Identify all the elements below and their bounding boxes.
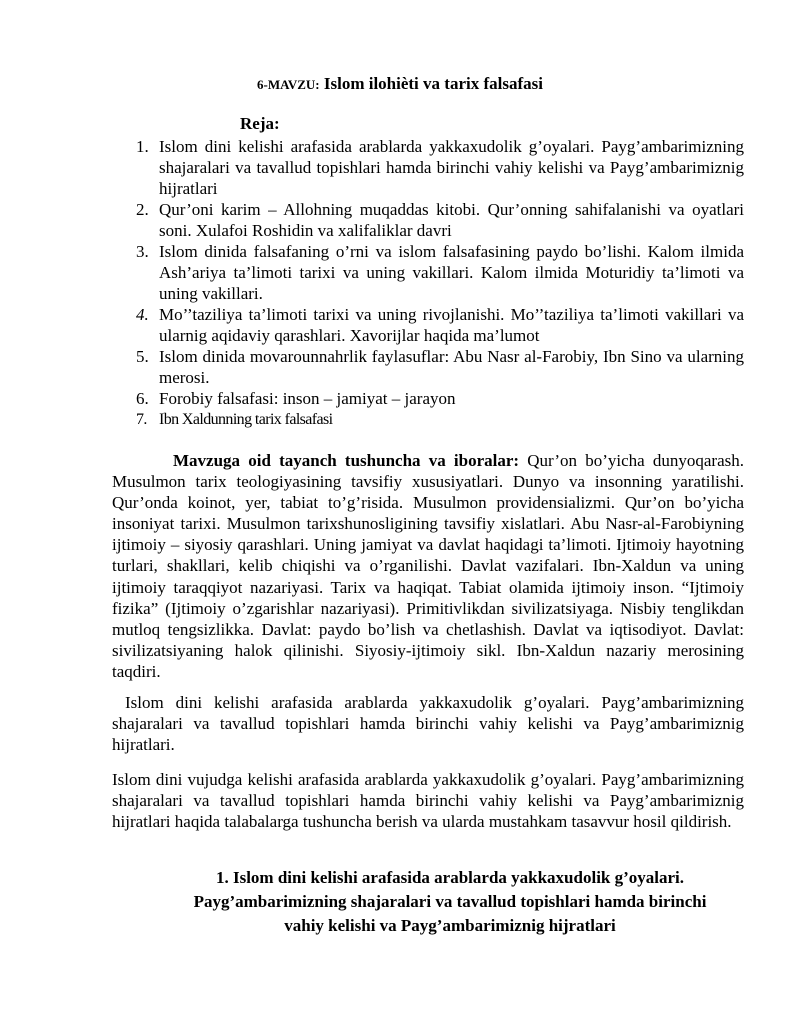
- plan-item-number: 6.: [136, 389, 149, 408]
- plan-item: [136, 346, 744, 388]
- plan-item-number: 2.: [136, 200, 149, 219]
- plan-label: Reja:: [240, 114, 280, 133]
- plan-item-number: 4.: [136, 305, 149, 324]
- plan-item-number: 7.: [136, 411, 147, 428]
- section-heading-line: vahiy kelishi va Payg’ambarimiznig hijratlari: [284, 916, 616, 935]
- plan-item-text: Islom dinida movarounnahrlik faylasuflar: Abu Nasr al-Farobiy, Ibn Sino va ularning merosi.: [159, 347, 744, 387]
- intro-paragraph: Islom dini kelishi arafasida arablarda yakkaxudolik g’oyalari. Payg’ambarimizning shajaralari va tavallud topishlari hamda birinchi vahiy kelishi va Payg’ambarimiznig hijratlari.: [112, 693, 744, 755]
- plan-item: [136, 388, 744, 409]
- document-title: [0, 74, 800, 94]
- section-heading: [150, 866, 750, 938]
- key-terms-text: Qur’on bo’yicha dunyoqarash. Musulmon tarix teologiyasining tavsifiy xususiyatlari. Dunyo va insonning yaratilishi. Qur’onda koinot, yer, tabiat to’g’risida. Musulmon providensializmi. Qur’on bo’yicha insoniyat tarixi. Musulmon tarixshunosligining tavsifiy xislatlari. Abu Nasr-al-Farobiyning ijtimoiy – siyosiy qarashlari. Uning jamiyat va davlat haqidagi ta’limoti. Ijtimoiy hayotning turlari, shakllari, kelib chiqishi va o’rganilishi. Davlat vazifalari. Ibn-Xaldun va uning ijtimoiy taraqqiyot nazariyasi. Tarix va haqiqat. Tabiat olamida ijtimoiy inson. “Ijtimoiy fizika” (Ijtimoiy o’zgarishlar nazariyasi). Primitivlikdan sivilizatsiyaga. Nisbiy tenglikdan mutloq tengsizlikka. Davlat: paydo bo’lish va chetlashish. Davlat va iqtisodiyot. Davlat: sivilizatsiyaning halok qilinishi. Siyosiy-ijtimoiy sikl. Ibn-Xaldun nazariy merosining taqdiri.: [112, 451, 744, 681]
- plan-item-text: Forobiy falsafasi: inson – jamiyat – jarayon: [159, 389, 456, 408]
- plan-item-text: Mo’’taziliya ta’limoti tarixi va uning rivojlanishi. Mo’’taziliya ta’limoti vakillari va ularnig aqidaviy qarashlari. Xavorijlar haqida ma’lumot: [159, 305, 744, 345]
- plan-item: [136, 136, 744, 199]
- key-terms-paragraph: [112, 450, 744, 682]
- plan-item-text: Ibn Xaldunning tarix falsafasi: [159, 411, 333, 428]
- plan-item-number: 1.: [136, 137, 149, 156]
- plan-item: [136, 409, 744, 430]
- plan-item-text: Qur’oni karim – Allohning muqaddas kitobi. Qur’onning sahifalanishi va oyatlari soni. Xulafoi Roshidin va xalifaliklar davri: [159, 200, 744, 240]
- plan-list: [136, 136, 744, 430]
- plan-item-text: Islom dini kelishi arafasida arablarda yakkaxudolik g’oyalari. Payg’ambarimizning shajaralari va tavallud topishlari hamda birinchi vahiy kelishi va Payg’ambarimiznig hijratlari: [159, 137, 744, 198]
- title-prefix: 6-MAVZU:: [257, 77, 320, 92]
- section-heading-line: Payg’ambarimizning shajaralari va tavallud topishlari hamda birinchi: [193, 892, 707, 911]
- plan-item-text: Islom dinida falsafaning o’rni va islom falsafasining paydo bo’lishi. Kalom ilmida Ash’ariya ta’limoti tarixi va uning vakillari. Kalom ilmida Moturidiy ta’limoti va uning vakillari.: [159, 242, 744, 303]
- title-text: Islom ilohièti va tarix falsafasi: [323, 74, 543, 93]
- plan-item: [136, 304, 744, 346]
- plan-item-number: 5.: [136, 347, 149, 366]
- plan-item: [136, 199, 744, 241]
- plan-item-number: 3.: [136, 242, 149, 261]
- plan-item: [136, 241, 744, 304]
- section-heading-line: 1. Islom dini kelishi arafasida arablarda yakkaxudolik g’oyalari.: [215, 868, 685, 887]
- key-terms-label: Mavzuga oid tayanch tushuncha va iboralar:: [173, 451, 520, 470]
- goal-paragraph: Islom dini vujudga kelishi arafasida arablarda yakkaxudolik g’oyalari. Payg’ambarimizning shajaralari va tavallud topishlari hamda birinchi vahiy kelishi va Payg’ambarimiznig hijratlari haqida talabalarga tushuncha berish va ularda mustahkam tasavvur hosil qildirish.: [112, 770, 744, 832]
